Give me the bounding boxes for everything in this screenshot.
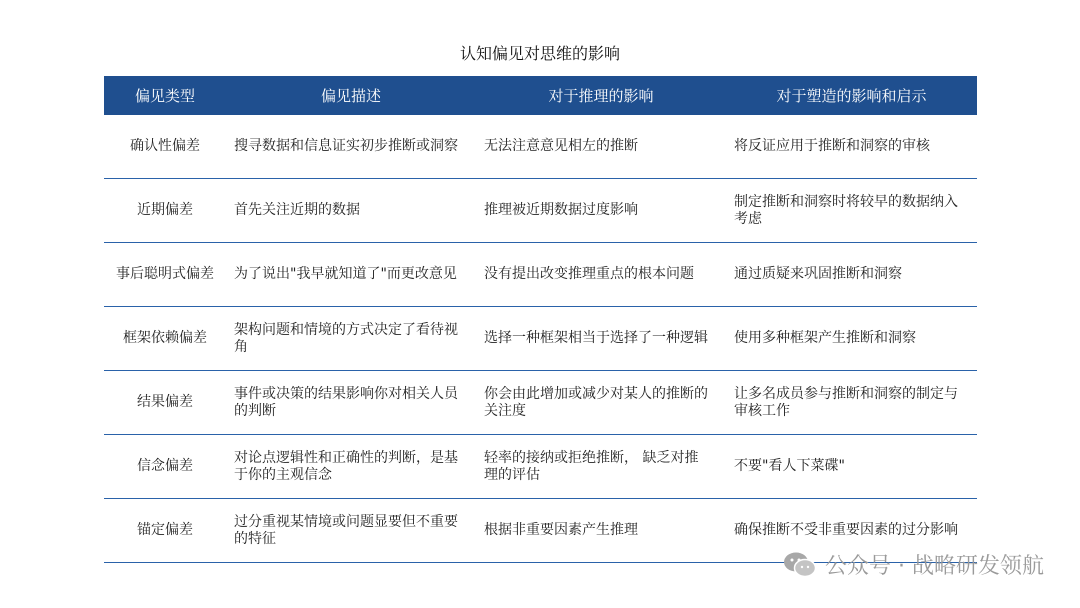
header-shaping-impact: 对于塑造的影响和启示 [776, 87, 927, 105]
table-row [104, 115, 977, 179]
description-cell: 搜寻数据和信息证实初步推断或洞察 [234, 138, 458, 154]
reasoning-cell: 无法注意意见相左的推断 [484, 138, 638, 154]
table-header [104, 76, 977, 115]
reasoning-cell: 选择一种框架相当于选择了一种逻辑 [484, 330, 708, 346]
reasoning-cell: 轻率的接纳或拒绝推断， 缺乏对推理的评估 [484, 449, 699, 483]
table-row [104, 307, 977, 371]
watermark-text: 公众号 · 战略研发领航 [825, 554, 1044, 579]
bias-type-cell: 确认性偏差 [130, 138, 200, 154]
shaping-cell: 确保推断不受非重要因素的过分影响 [734, 522, 958, 538]
shaping-cell: 使用多种框架产生推断和洞察 [734, 330, 916, 346]
description-cell: 事件或决策的结果影响你对相关人员的判断 [234, 385, 458, 419]
bias-type-cell: 锚定偏差 [137, 522, 193, 538]
bias-type-cell: 事后聪明式偏差 [116, 266, 214, 282]
bias-type-cell: 结果偏差 [137, 394, 193, 410]
reasoning-cell: 推理被近期数据过度影响 [484, 202, 638, 218]
bias-type-cell: 近期偏差 [137, 202, 193, 218]
shaping-cell: 通过质疑来巩固推断和洞察 [734, 266, 902, 282]
reasoning-cell: 你会由此增加或减少对某人的推断的关注度 [484, 385, 708, 419]
table-row [104, 371, 977, 435]
bias-table [104, 76, 977, 563]
reasoning-cell: 没有提出改变推理重点的根本问题 [484, 266, 694, 282]
reasoning-cell: 根据非重要因素产生推理 [484, 522, 638, 538]
description-cell: 对论点逻辑性和正确性的判断，是基于你的主观信念 [234, 449, 458, 483]
header-bias-type: 偏见类型 [134, 87, 195, 105]
table-row [104, 179, 977, 243]
description-cell: 首先关注近期的数据 [234, 202, 360, 218]
description-cell: 架构问题和情境的方式决定了看待视角 [234, 321, 458, 355]
table-row [104, 243, 977, 307]
description-cell: 过分重视某情境或问题显要但不重要的特征 [234, 513, 458, 547]
bias-type-cell: 框架依赖偏差 [123, 330, 207, 346]
watermark [783, 549, 1044, 580]
shaping-cell: 不要"看人下菜碟" [734, 458, 845, 474]
shaping-cell: 让多名成员参与推断和洞察的制定与审核工作 [734, 385, 958, 419]
bias-type-cell: 信念偏差 [137, 458, 193, 474]
wechat-icon [783, 551, 817, 579]
description-cell: 为了说出"我早就知道了"而更改意见 [234, 266, 457, 282]
shaping-cell: 制定推断和洞察时将较早的数据纳入考虑 [734, 193, 958, 227]
shaping-cell: 将反证应用于推断和洞察的审核 [734, 138, 930, 154]
table-title: 认知偏见对思维的影响 [459, 44, 620, 63]
header-reasoning-impact: 对于推理的影响 [548, 87, 654, 105]
header-bias-description: 偏见描述 [320, 87, 381, 105]
table-row [104, 435, 977, 499]
